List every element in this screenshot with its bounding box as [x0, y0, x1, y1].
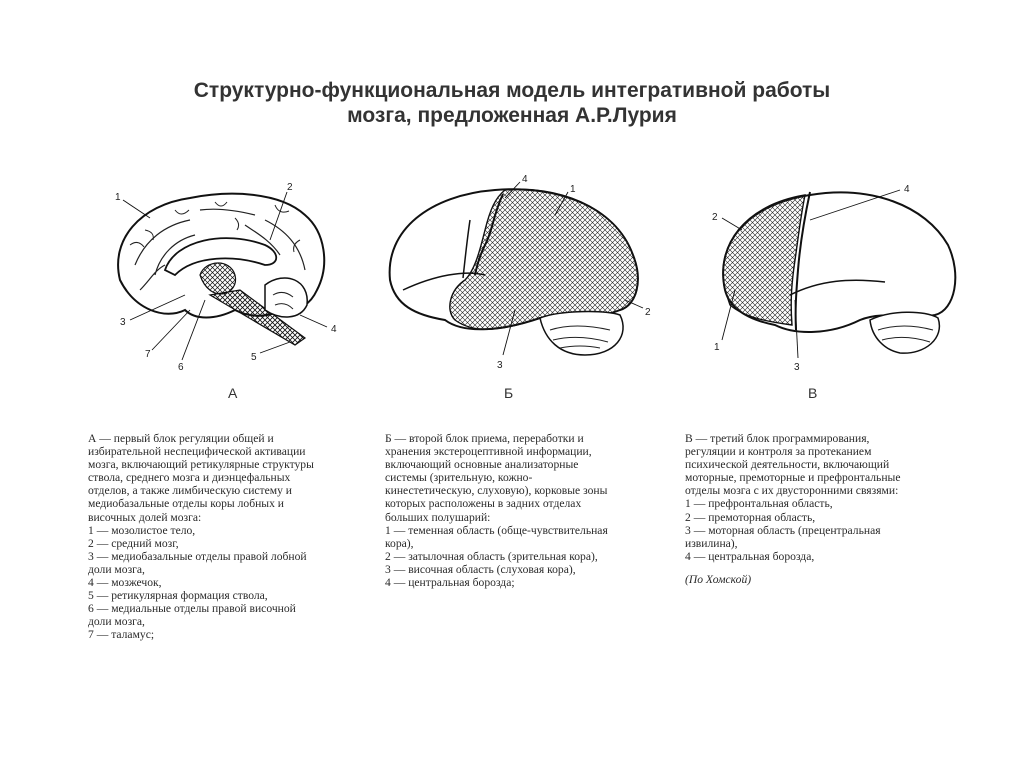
fig-a-label-7: 7	[145, 349, 151, 360]
description-a-line: отделов, а также лимбическую систему и	[88, 484, 293, 498]
fig-a-label-6: 6	[178, 362, 184, 373]
description-a-line: доли мозга,	[88, 615, 145, 629]
description-a-line: височных долей мозга:	[88, 510, 202, 524]
description-c-line: отделы мозга с их двусторонними связями:	[685, 484, 899, 498]
figure-a-letter: А	[228, 385, 238, 401]
description-c-line: В — третий блок программирования,	[685, 432, 870, 445]
description-b-line: больших полушарий:	[385, 510, 491, 524]
figure-b-drawing	[375, 170, 655, 380]
fig-a-label-1: 1	[115, 192, 121, 203]
description-a-line: доли мозга,	[88, 562, 145, 576]
description-c	[685, 432, 900, 586]
description-b-line: которых расположены в задних отделах	[385, 497, 582, 511]
fig-b-label-2: 2	[645, 307, 651, 318]
fig-b-label-4: 4	[522, 174, 528, 185]
figure-b-lateral-brain	[375, 170, 655, 380]
description-a-line: 4 — мозжечок,	[88, 576, 162, 590]
description-a-line: 3 — медиобазальные отделы правой лобной	[88, 549, 307, 563]
figure-b-letter: Б	[504, 385, 514, 401]
source-citation: (По Хомской)	[685, 572, 752, 586]
description-b-line: Б — второй блок приема, переработки и	[385, 432, 584, 445]
description-a-line: 5 — ретикулярная формация ствола,	[88, 589, 268, 603]
description-c-line: 1 — префронтальная область,	[685, 497, 833, 511]
description-a-line: 7 — таламус;	[88, 628, 155, 642]
page-title	[0, 78, 1024, 128]
fig-b-label-1: 1	[570, 184, 576, 195]
figure-a-medial-brain	[95, 170, 360, 380]
figure-c-lateral-brain	[700, 170, 970, 380]
fig-a-label-5: 5	[251, 352, 257, 363]
description-a-line: А — первый блок регуляции общей и	[88, 432, 274, 445]
description-b-line: 2 — затылочная область (зрительная кора),	[385, 549, 598, 563]
description-b-line: 1 — теменная область (обще-чувствительная	[385, 523, 608, 537]
fig-c-label-2: 2	[712, 212, 718, 223]
description-c-line: психической деятельности, включающий	[685, 458, 890, 472]
description-a-line: 6 — медиальные отделы правой височной	[88, 602, 296, 616]
fig-a-label-4: 4	[331, 324, 337, 335]
description-b-line: включающий основные анализаторные	[385, 458, 579, 472]
description-a-line: мозга, включающий ретикулярные структуры	[88, 458, 314, 472]
description-a-line: 2 — средний мозг,	[88, 536, 179, 550]
description-b-line: системы (зрительную, кожно-	[385, 471, 533, 485]
description-b	[385, 432, 608, 589]
fig-c-label-1: 1	[714, 342, 720, 353]
fig-a-label-2: 2	[287, 182, 293, 193]
fig-b-label-3: 3	[497, 360, 503, 371]
figure-c-drawing	[700, 170, 970, 380]
description-b-line: 4 — центральная борозда;	[385, 576, 515, 590]
description-b-line: кинестетическую, слуховую), корковые зоны	[385, 484, 608, 498]
fig-c-label-4: 4	[904, 184, 910, 195]
fig-a-label-3: 3	[120, 317, 126, 328]
description-a	[88, 432, 314, 642]
description-b-line: хранения экстероцептивной информации,	[385, 445, 592, 459]
title-line-2: мозга, предложенная А.Р.Лурия	[347, 104, 677, 127]
figure-c-letter: В	[808, 385, 818, 401]
description-c-line: моторные, премоторные и префронтальные	[685, 471, 901, 485]
description-c-line: 3 — моторная область (прецентральная	[685, 523, 881, 537]
description-a-line: медиобазальные отделы коры лобных и	[88, 497, 284, 511]
description-b-line: кора),	[385, 536, 414, 550]
description-c-line: 4 — центральная борозда,	[685, 549, 815, 563]
description-a-line: ствола, среднего мозга и диэнцефальных	[88, 471, 291, 485]
title-line-1: Структурно-функциональная модель интегративной работы	[193, 79, 831, 102]
fig-c-label-3: 3	[794, 362, 800, 373]
description-a-line: 1 — мозолистое тело,	[88, 523, 196, 537]
description-a-line: избирательной неспецифической активации	[88, 445, 306, 459]
description-c-line: регуляции и контроля за протеканием	[685, 445, 872, 459]
figure-a-drawing	[95, 170, 360, 380]
description-c-line: 2 — премоторная область,	[685, 510, 816, 524]
description-b-line: 3 — височная область (слуховая кора),	[385, 562, 576, 576]
description-c-line: извилина),	[685, 536, 738, 550]
